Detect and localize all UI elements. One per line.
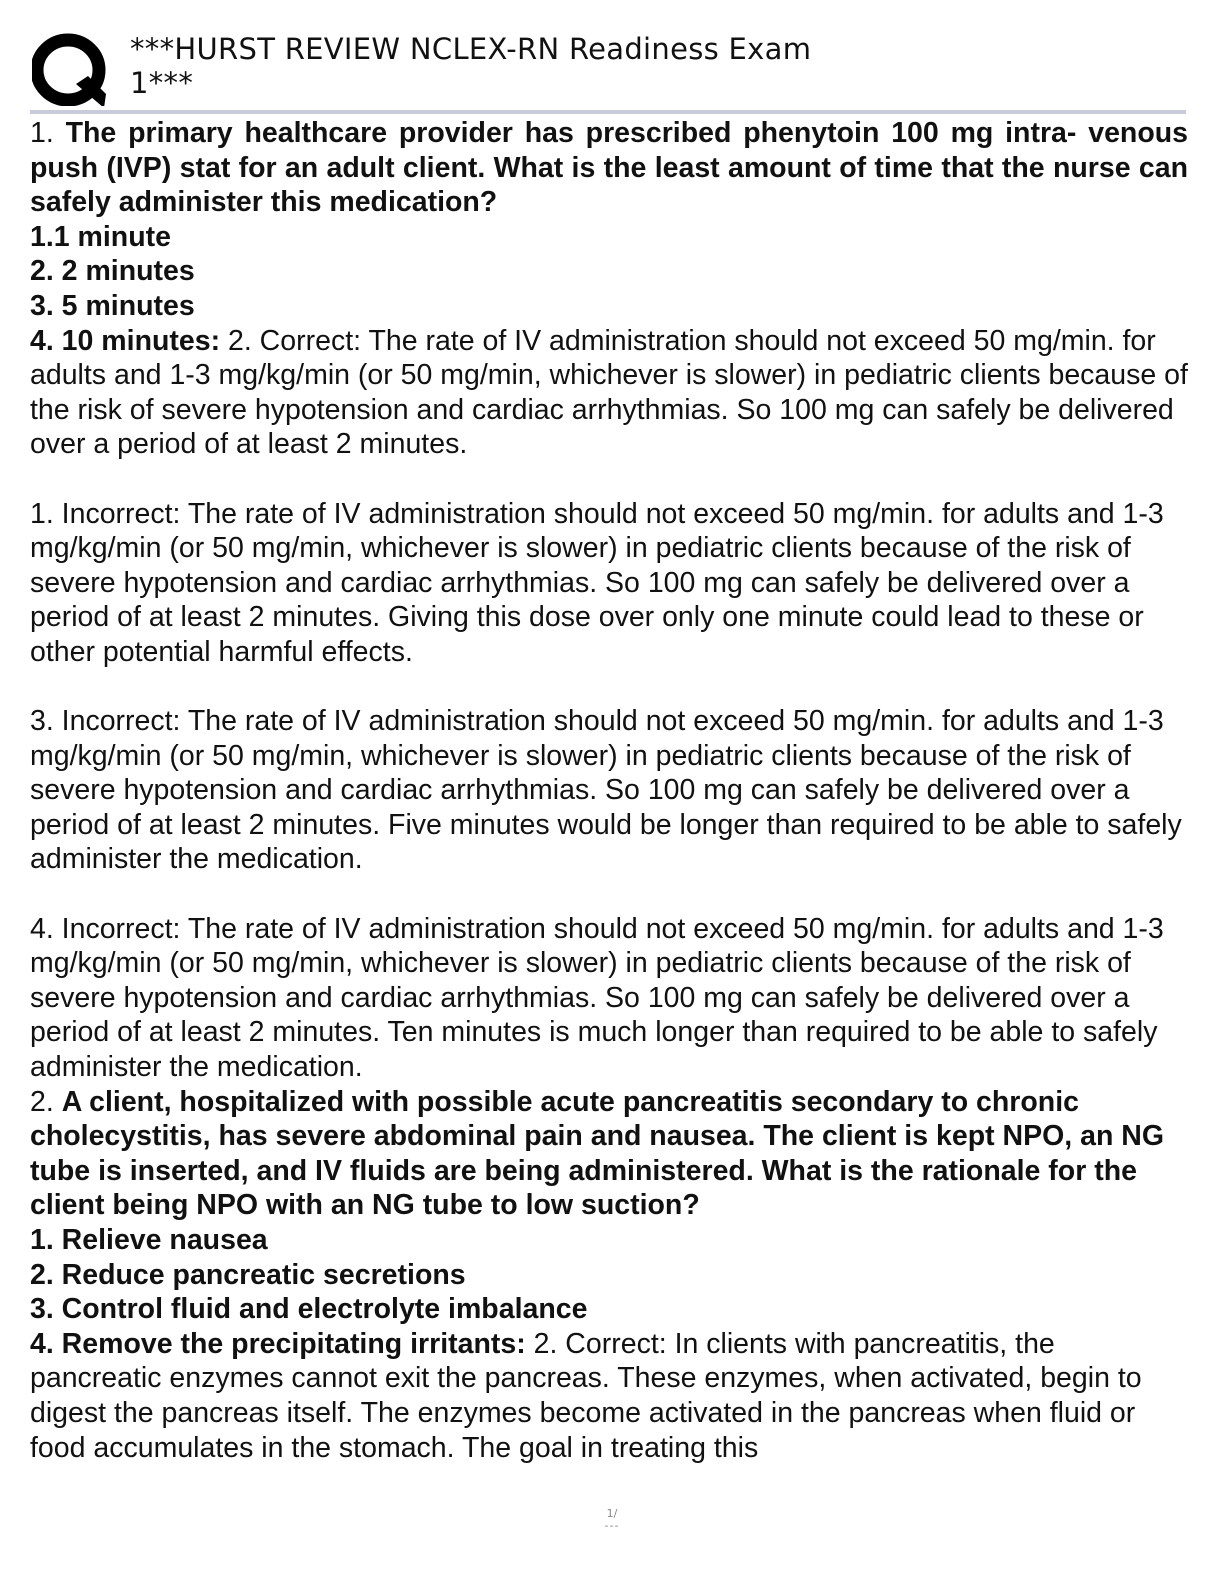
header-divider <box>30 110 1186 114</box>
answer-option: 2. Reduce pancreatic secretions <box>30 1258 466 1291</box>
paragraph-gap <box>30 877 1188 912</box>
incorrect-rationale: 4. Incorrect: The rate of IV administration should not exceed 50 mg/min. for adults and 1-3 mg/kg/min (or 50 mg/min, whichever is slower) in pediatric clients because of the risk of severe hypotension and cardiac arrhythmias. So 100 mg can safely be delivered over a period of at least 2 minutes. Ten minutes is much longer than required to be able to safely administer the medication. <box>30 912 1164 1084</box>
answer-option: 2. 2 minutes <box>30 255 195 288</box>
page-number-rule: --- <box>604 1519 620 1532</box>
answer-option: 4. 10 minutes: <box>30 324 221 357</box>
answer-option: 3. Control fluid and electrolyte imbalance <box>30 1293 588 1326</box>
paragraph-gap <box>30 670 1188 705</box>
correct-rationale: 2. Correct: In clients with pancreatitis, the pancreatic enzymes cannot exit the pancreas. These enzymes, when activated, begin to digest the pancreas itself. The enzymes become activated in the pancreas when fluid or food accumulates in the stomach. The goal in treating this <box>30 1327 1142 1464</box>
question-text: The primary healthcare provider has prescribed phenytoin 100 mg intra- venous push (IVP) stat for an adult client. What is the least amount of time that the nurse can safely administer this medication? <box>30 117 1188 219</box>
incorrect-rationale: 1. Incorrect: The rate of IV administration should not exceed 50 mg/min. for adults and 1-3 mg/kg/min (or 50 mg/min, whichever is slower) in pediatric clients because of the risk of severe hypotension and cardiac arrhythmias. So 100 mg can safely be delivered over a period of at least 2 minutes. Giving this dose over only one minute could lead to these or other potential harmful effects. <box>30 497 1164 668</box>
title-line-2: 1*** <box>130 66 194 100</box>
question-1-stem <box>30 116 1188 220</box>
answer-option-with-rationale <box>30 324 1188 462</box>
document-body <box>30 116 1188 1465</box>
incorrect-rationale: 3. Incorrect: The rate of IV administration should not exceed 50 mg/min. for adults and 1-3 mg/kg/min (or 50 mg/min, whichever is slower) in pediatric clients because of the risk of severe hypotension and cardiac arrhythmias. So 100 mg can safely be delivered over a period of at least 2 minutes. Five minutes would be longer than required to be able to safely administer the medication. <box>30 705 1182 876</box>
q-logo-icon <box>32 32 106 106</box>
paragraph-gap <box>30 462 1188 497</box>
question-number: 2. <box>30 1085 54 1118</box>
page-number: 1/ <box>606 1507 618 1520</box>
answer-option-with-rationale <box>30 1327 1188 1465</box>
answer-option: 1.1 minute <box>30 220 171 253</box>
question-2-stem <box>30 1085 1188 1223</box>
answer-option: 3. 5 minutes <box>30 289 195 322</box>
title-line-1: ***HURST REVIEW NCLEX-RN Readiness Exam <box>130 32 812 66</box>
answer-option: 4. Remove the precipitating irritants: <box>30 1327 526 1360</box>
page-footer <box>0 1508 1224 1532</box>
question-text: A client, hospitalized with possible acute pancreatitis secondary to chronic cholecystitis, has severe abdominal pain and nausea. The client is kept NPO, an NG tube is inserted, and IV fluids are being administered. What is the rationale for the client being NPO with an NG tube to low suction? <box>30 1085 1165 1222</box>
answer-option: 1. Relieve nausea <box>30 1224 268 1256</box>
correct-rationale: 2. Correct: The rate of IV administration should not exceed 50 mg/min. for adults and 1-3 mg/kg/min (or 50 mg/min, whichever is slower) in pediatric clients because of the risk of severe hypotension and cardiac arrhythmias. So 100 mg can safely be delivered over a period of at least 2 minutes. <box>30 324 1188 461</box>
document-title <box>130 32 811 100</box>
document-header <box>30 28 1190 108</box>
question-number: 1. <box>30 117 54 149</box>
